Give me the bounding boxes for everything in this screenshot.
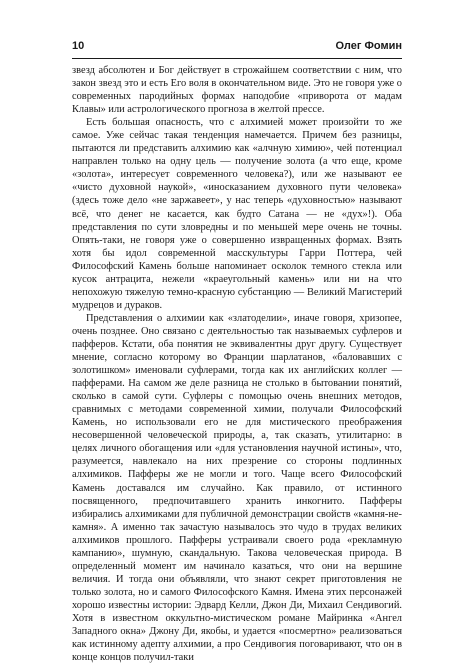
paragraph: Есть большая опасность, что с алхимией может произойти то же самое. Уже сейчас такая тенденция намечается. Причем без разницы, пытаются ли представить алхимию как «алчную химию», чей потенциал направлен только на одну цель — получение золота (а что еще, кроме «золота», интересует современного человека?), или же называют ее «чисто духовной наукой», «иносказанием духовного пути человека» (здесь тоже дело «не заржавеет», у нас теперь «духовностью» называют всё, что денег не касается, как будто Сатана — не «дух»!). Оба представления по сути зловредны и по меньшей мере очень не точны. Опять-таки, не говоря уже о совершенно извращенных формах. Взять хотя бы идол современной масскультуры Гарри Поттера, чей Философский Камень больше напоминает осколок темного стекла или кусок антрацита, нежели «краеугольный камень» или ни на что непохожую тяжелую темно-красную субстанцию — Великий Магистерий мудрецов и дураков. — [72, 117, 402, 311]
paragraph-continued: звезд абсолютен и Бог действует в строжайшем соответствии с ним, что закон звезд это и есть Его воля в окончательном виде. Это не говоря уже о современных пародийных формах наподобие «приворота от мадам Клавы» или астрологического прогноза в желтой прессе. — [72, 65, 402, 116]
running-head — [72, 40, 402, 56]
paragraph: Представления о алхимии как «златоделии», иначе говоря, хризопее, очень позднее. Оно связано с деятельностью так называемых суфлеров и пафферов. Кстати, оба понятия не эквивалентны друг другу. Существует мнение, согласно которому во Франции шарлатанов, «баловавших с золотишком» именовали суфлерами, тогда как их английских коллег — пафферами. На самом же деле разница не столько в бытовании понятий, сколько в самой сути. Суфлеры с помощью очень внешних методов, сравнимых с методами современной химии, получали Философский Камень, но использовали его не для мистического преображения несовершенной человеческой природы, а, так сказать, утилитарно: в целях личного обогащения или «для установления научной истины», что, разумеется, навлекало на них презрение со стороны подлинных алхимиков. Пафферы же не могли и того. Чаще всего Философский Камень доставался им случайно. Как правило, от истинного посвященного, предпочитавшего хранить инкогнито. Пафферы избирались алхимиками для публичной демонстрации свойств «камня-не-камня». А именно так зачастую называлось это чудо в трудах великих алхимиков прошлого. Пафферы устраивали своего рода «рекламную кампанию», шумную, скандальную. Такова человеческая природа. В определенный момент им начинало казаться, что они на вершине величия. И тогда они объявляли, что знают секрет приготовления не только золота, но и самого Философского Камня. Имена этих персонажей хорошо известны истории: Эдвард Келли, Джон Ди, Михаил Сендивогий. Хотя в известном оккультно-мистическом романе Майринка «Ангел Западного окна» Джону Ди, якобы, и удается «посмертно» реализоваться как истинному адепту алхимии, а про Сендивогия поговаривают, что он в конце концов получил-таки — [72, 312, 402, 664]
page-number: 10 — [72, 40, 85, 52]
header-rule — [72, 58, 402, 59]
body-text — [72, 64, 402, 664]
author-name: Олег Фомин — [335, 40, 402, 52]
